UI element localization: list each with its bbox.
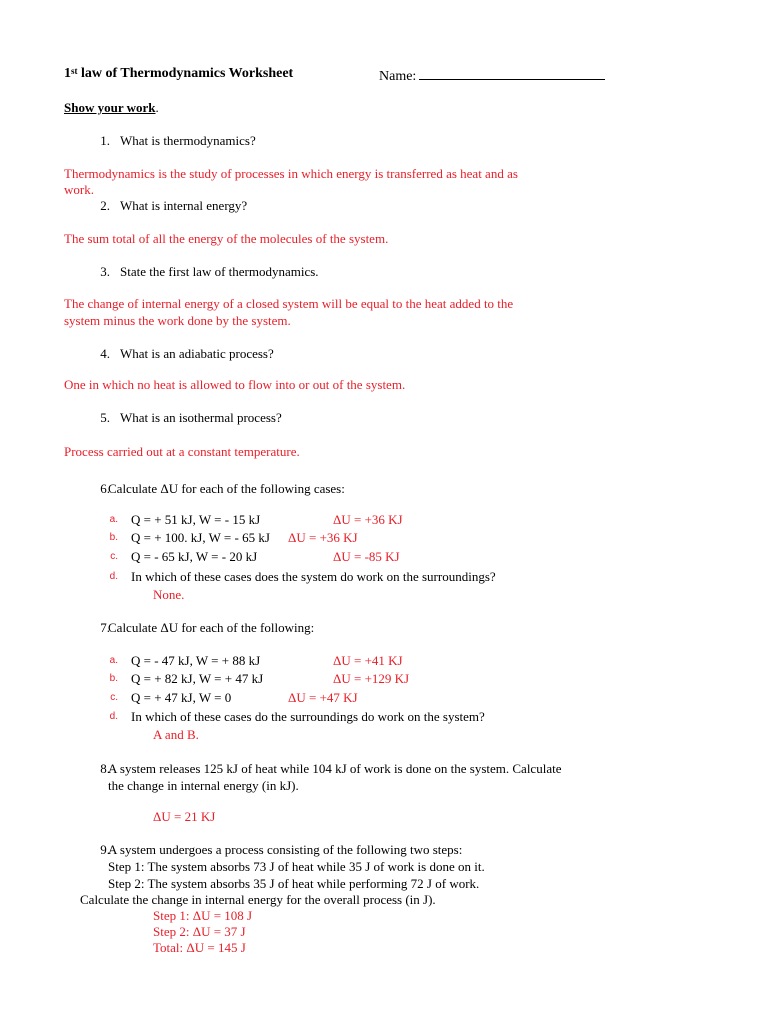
item-letter: c. [110, 692, 118, 703]
item-answer: ΔU = +36 KJ [333, 512, 403, 527]
item-letter: b. [109, 532, 118, 543]
answer-3-line-2: system minus the work done by the system. [64, 313, 291, 328]
question-9-number: 9. [100, 842, 110, 857]
question-9-step-2: Step 2: The system absorbs 35 J of heat while performing 72 J of work. [108, 876, 480, 891]
item-letter: a. [109, 514, 118, 525]
answer-9-step-1: Step 1: ΔU = 108 J [153, 908, 253, 923]
q7-item-d-answer: A and B. [153, 727, 199, 742]
item-text: Q = - 47 kJ, W = + 88 kJ [131, 653, 261, 668]
name-field-label: Name: [379, 67, 605, 85]
answer-2: The sum total of all the energy of the molecules of the system. [64, 231, 389, 246]
answer-1-line-2: work. [64, 182, 94, 197]
item-text: In which of these cases does the system do work on the surroundings? [131, 569, 496, 584]
item-text: Q = + 82 kJ, W = + 47 kJ [131, 671, 264, 686]
name-blank-line [419, 67, 605, 80]
item-text: Q = + 100. kJ, W = - 65 kJ [131, 530, 270, 545]
question-2-number: 2. [100, 198, 110, 213]
question-9-calc: Calculate the change in internal energy for the overall process (in J). [80, 892, 436, 907]
item-text: Q = - 65 kJ, W = - 20 kJ [131, 549, 258, 564]
question-4-text: What is an adiabatic process? [120, 346, 274, 361]
item-letter: d. [109, 711, 118, 722]
question-8-number: 8. [100, 761, 110, 776]
answer-9-step-2: Step 2: ΔU = 37 J [153, 924, 246, 939]
item-letter: b. [109, 673, 118, 684]
item-answer: ΔU = +36 KJ [288, 530, 358, 545]
item-answer: ΔU = +47 KJ [288, 690, 358, 705]
question-1-text: What is thermodynamics? [120, 133, 256, 148]
answer-3-line-1: The change of internal energy of a closed system will be equal to the heat added to the [64, 296, 514, 311]
item-letter: d. [109, 571, 118, 582]
question-3-text: State the first law of thermodynamics. [120, 264, 319, 279]
question-8-text-line-2: the change in internal energy (in kJ). [108, 778, 299, 793]
question-2-text: What is internal energy? [120, 198, 248, 213]
question-6-text: Calculate ΔU for each of the following cases: [108, 481, 345, 496]
item-text: Q = + 51 kJ, W = - 15 kJ [131, 512, 261, 527]
question-5-text: What is an isothermal process? [120, 410, 282, 425]
answer-9-total: Total: ΔU = 145 J [153, 940, 246, 955]
answer-5: Process carried out at a constant temperature. [64, 444, 300, 459]
item-text: In which of these cases do the surroundings do work on the system? [131, 709, 485, 724]
question-5-number: 5. [100, 410, 110, 425]
item-text: Q = + 47 kJ, W = 0 [131, 690, 232, 705]
question-9-text-line-1: A system undergoes a process consisting of the following two steps: [108, 842, 463, 857]
question-7-text: Calculate ΔU for each of the following: [108, 620, 315, 635]
instruction: Show your work. [64, 100, 159, 115]
item-letter: a. [109, 655, 118, 666]
worksheet-title: 1st law of Thermodynamics Worksheet [64, 66, 294, 81]
answer-1-line-1: Thermodynamics is the study of processes in which energy is transferred as heat and as [64, 166, 518, 181]
question-8-text-line-1: A system releases 125 kJ of heat while 104 kJ of work is done on the system. Calculate [108, 761, 562, 776]
question-9-step-1: Step 1: The system absorbs 73 J of heat while 35 J of work is done on it. [108, 859, 485, 874]
item-answer: ΔU = +41 KJ [333, 653, 403, 668]
answer-8: ΔU = 21 KJ [153, 809, 216, 824]
question-4-number: 4. [100, 346, 110, 361]
question-7-number: 7. [100, 620, 110, 635]
item-answer: ΔU = +129 KJ [333, 671, 410, 686]
q6-item-d-answer: None. [153, 587, 185, 602]
question-1-number: 1. [100, 133, 110, 148]
item-letter: c. [110, 551, 118, 562]
answer-4: One in which no heat is allowed to flow into or out of the system. [64, 377, 406, 392]
question-6-number: 6. [100, 481, 110, 496]
item-answer: ΔU = -85 KJ [333, 549, 400, 564]
question-3-number: 3. [100, 264, 110, 279]
